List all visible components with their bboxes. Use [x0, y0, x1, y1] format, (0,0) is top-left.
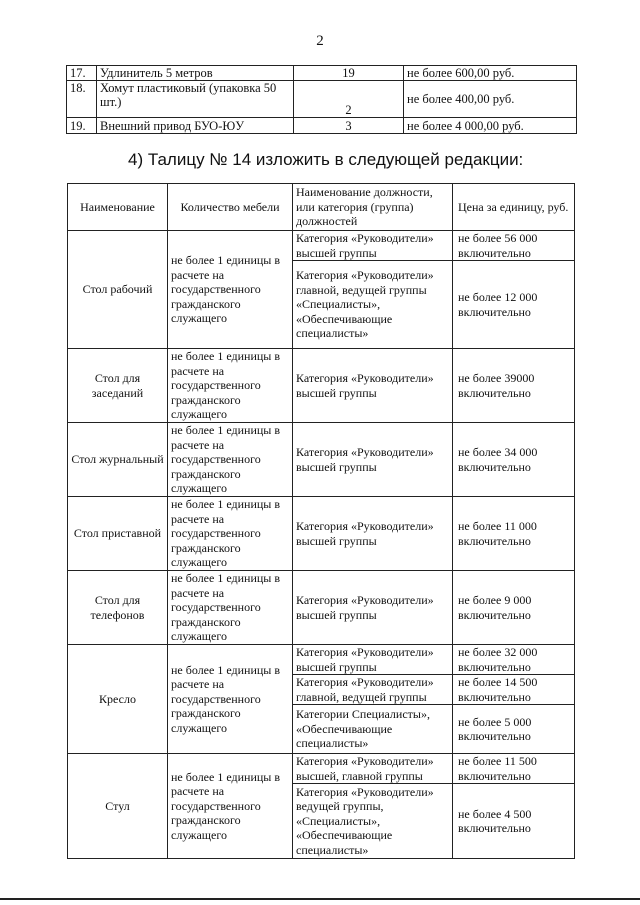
- item-name: Внешний привод БУО-ЮУ: [97, 118, 294, 134]
- position-category: Категория «Руководители» высшей группы: [293, 571, 453, 645]
- unit-price: не более 39000 включительно: [453, 349, 575, 423]
- unit-price: не более 14 500 включительно: [453, 675, 575, 705]
- furniture-name: Кресло: [68, 645, 168, 754]
- position-category: Категория «Руководители» главной, ведущей группы: [293, 675, 453, 705]
- position-category: Категория «Руководители» высшей группы: [293, 423, 453, 497]
- table-row: [68, 645, 575, 675]
- furniture-quantity: не более 1 единицы в расчете на государственного гражданского служащего: [168, 231, 293, 349]
- row-number: 19.: [67, 118, 97, 134]
- furniture-quantity: не более 1 единицы в расчете на государственного гражданского служащего: [168, 423, 293, 497]
- furniture-name: Стол для заседаний: [68, 349, 168, 423]
- row-number: 18.: [67, 81, 97, 118]
- furniture-name: Стол журнальный: [68, 423, 168, 497]
- page-number: 2: [316, 33, 324, 49]
- unit-price: не более 11 000 включительно: [453, 497, 575, 571]
- unit-price: не более 32 000 включительно: [453, 645, 575, 675]
- position-category: Категории Специалисты», «Обеспечивающие специалисты»: [293, 705, 453, 754]
- item-price: не более 600,00 руб.: [404, 66, 577, 81]
- table-row: [67, 66, 577, 81]
- unit-price: не более 5 000 включительно: [453, 705, 575, 754]
- item-quantity: 2: [294, 81, 404, 118]
- table-row: [68, 571, 575, 645]
- section-heading: 4) Талицу № 14 изложить в следующей редакции:: [128, 150, 524, 169]
- furniture-name: Стол рабочий: [68, 231, 168, 349]
- unit-price: не более 34 000 включительно: [453, 423, 575, 497]
- furniture-name: Стол для телефонов: [68, 571, 168, 645]
- table-header: [68, 184, 575, 231]
- furniture-table: [67, 183, 575, 859]
- unit-price: не более 4 500 включительно: [453, 784, 575, 859]
- unit-price: не более 56 000 включительно: [453, 231, 575, 261]
- item-price: не более 4 000,00 руб.: [404, 118, 577, 134]
- item-name: Удлинитель 5 метров: [97, 66, 294, 81]
- header-quantity: Количество мебели: [168, 184, 293, 231]
- unit-price: не более 11 500 включительно: [453, 754, 575, 784]
- header-position: Наименование должности, или категория (группа) должностей: [293, 184, 453, 231]
- table-row: [67, 118, 577, 134]
- item-price: не более 400,00 руб.: [404, 81, 577, 118]
- equipment-table: [66, 65, 577, 134]
- item-quantity: 19: [294, 66, 404, 81]
- furniture-name: Стол приставной: [68, 497, 168, 571]
- header-price: Цена за единицу, руб.: [453, 184, 575, 231]
- position-category: Категория «Руководители» высшей группы: [293, 497, 453, 571]
- item-quantity: 3: [294, 118, 404, 134]
- position-category: Категория «Руководители» ведущей группы, «Специалисты», «Обеспечивающие специалисты»: [293, 784, 453, 859]
- unit-price: не более 12 000 включительно: [453, 261, 575, 349]
- table-row: [67, 81, 577, 118]
- position-category: Категория «Руководители» высшей, главной группы: [293, 754, 453, 784]
- position-category: Категория «Руководители» высшей группы: [293, 645, 453, 675]
- table-row: [68, 497, 575, 571]
- furniture-quantity: не более 1 единицы в расчете на государственного гражданского служащего: [168, 645, 293, 754]
- furniture-quantity: не более 1 единицы в расчете на государственного гражданского служащего: [168, 754, 293, 859]
- table-row: [68, 349, 575, 423]
- table-row: [68, 754, 575, 784]
- position-category: Категория «Руководители» высшей группы: [293, 231, 453, 261]
- furniture-quantity: не более 1 единицы в расчете на государственного гражданского служащего: [168, 497, 293, 571]
- header-name: Наименование: [68, 184, 168, 231]
- row-number: 17.: [67, 66, 97, 81]
- table-row: [68, 423, 575, 497]
- furniture-quantity: не более 1 единицы в расчете на государственного гражданского служащего: [168, 349, 293, 423]
- page-bottom-rule: [0, 898, 640, 900]
- position-category: Категория «Руководители» высшей группы: [293, 349, 453, 423]
- item-name: Хомут пластиковый (упаковка 50 шт.): [97, 81, 294, 118]
- furniture-quantity: не более 1 единицы в расчете на государственного гражданского служащего: [168, 571, 293, 645]
- furniture-name: Стул: [68, 754, 168, 859]
- unit-price: не более 9 000 включительно: [453, 571, 575, 645]
- position-category: Категория «Руководители» главной, ведущей группы «Специалисты», «Обеспечивающие специалисты»: [293, 261, 453, 349]
- table-row: [68, 231, 575, 261]
